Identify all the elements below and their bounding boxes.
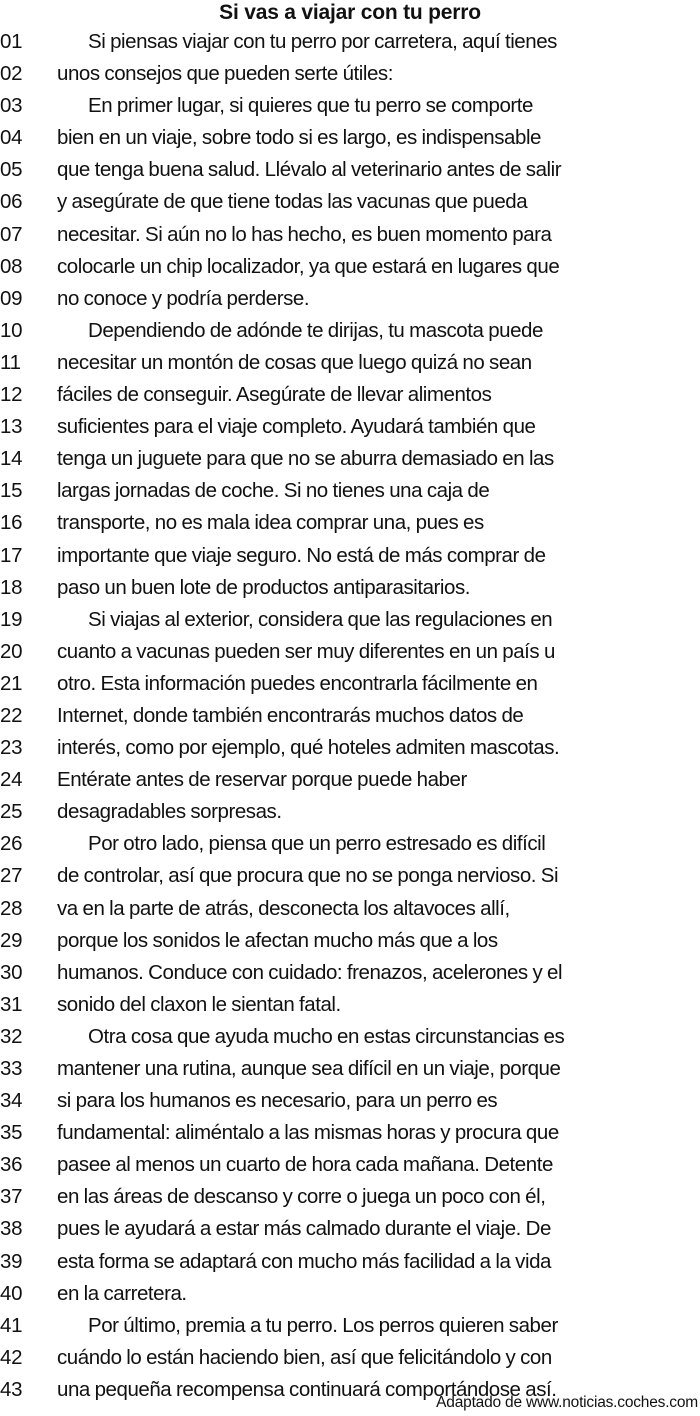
text-line <box>0 90 700 122</box>
text-line <box>0 315 700 347</box>
line-number: 43 <box>0 1377 23 1401</box>
line-text: Si viajas al exterior, considera que las regulaciones en <box>88 607 553 631</box>
text-line <box>0 925 700 957</box>
line-number: 05 <box>0 158 23 182</box>
text-line <box>0 828 700 860</box>
text-line <box>0 1246 700 1278</box>
line-number: 25 <box>0 800 23 824</box>
line-number: 17 <box>0 543 23 567</box>
text-line <box>0 475 700 507</box>
line-text: Internet, donde también encontrarás muchos datos de <box>57 703 524 727</box>
line-text: sonido del claxon le sientan fatal. <box>57 992 341 1016</box>
text-line <box>0 186 700 218</box>
text-line <box>0 668 700 700</box>
line-number: 34 <box>0 1089 23 1113</box>
line-text: otro. Esta información puedes encontrarla fácilmente en <box>57 671 538 695</box>
text-line <box>0 1117 700 1149</box>
line-text: importante que viaje seguro. No está de más comprar de <box>57 543 546 567</box>
line-text: En primer lugar, si quieres que tu perro se comporte <box>88 94 533 118</box>
line-number: 31 <box>0 992 23 1016</box>
text-line <box>0 154 700 186</box>
line-number: 27 <box>0 864 23 888</box>
line-text: paso un buen lote de productos antiparasitarios. <box>57 575 471 599</box>
line-number: 41 <box>0 1313 23 1337</box>
line-text: va en la parte de atrás, desconecta los altavoces allí, <box>57 896 510 920</box>
text-line <box>0 283 700 315</box>
line-text: Otra cosa que ayuda mucho en estas circunstancias es <box>88 1024 565 1048</box>
text-line <box>0 251 700 283</box>
text-line <box>0 26 700 58</box>
source-attribution: Adaptado de www.noticias.coches.com <box>436 1394 698 1411</box>
text-line <box>0 507 700 539</box>
line-number: 24 <box>0 768 23 792</box>
line-text: suficientes para el viaje completo. Ayudará también que <box>57 415 536 439</box>
line-number: 19 <box>0 607 23 631</box>
text-line <box>0 764 700 796</box>
text-line <box>0 443 700 475</box>
line-text: interés, como por ejemplo, qué hoteles admiten mascotas. <box>57 736 560 760</box>
line-text: y asegúrate de que tiene todas las vacunas que pueda <box>57 190 528 214</box>
line-text: si para los humanos es necesario, para un perro es <box>57 1089 498 1113</box>
text-line <box>0 347 700 379</box>
text-line <box>0 957 700 989</box>
text-line <box>0 604 700 636</box>
line-number: 42 <box>0 1345 23 1369</box>
line-text: Por último, premia a tu perro. Los perros quieren saber <box>88 1313 558 1337</box>
line-text: necesitar. Si aún no lo has hecho, es buen momento para <box>57 222 552 246</box>
line-text: unos consejos que pueden serte útiles: <box>57 62 393 86</box>
line-text: mantener una rutina, aunque sea difícil en un viaje, porque <box>57 1057 561 1080</box>
text-line <box>0 1310 700 1342</box>
line-number: 26 <box>0 832 23 856</box>
line-text: colocarle un chip localizador, ya que estará en lugares que <box>57 254 560 278</box>
text-line <box>0 989 700 1021</box>
numbered-text-lines <box>0 26 700 1406</box>
line-text: en la carretera. <box>57 1281 187 1305</box>
line-number: 40 <box>0 1281 23 1305</box>
text-line <box>0 1181 700 1213</box>
line-text: largas jornadas de coche. Si no tienes una caja de <box>57 479 490 503</box>
line-number: 23 <box>0 736 23 760</box>
line-number: 15 <box>0 479 23 503</box>
line-text: humanos. Conduce con cuidado: frenazos, acelerones y el <box>57 960 563 984</box>
line-number: 30 <box>0 960 23 984</box>
text-line <box>0 540 700 572</box>
line-text: cuándo lo están haciendo bien, así que felicitándolo y con <box>57 1345 552 1369</box>
text-line <box>0 1342 700 1374</box>
line-text: no conoce y podría perderse. <box>57 286 310 310</box>
line-text: fáciles de conseguir. Asegúrate de llevar alimentos <box>57 383 492 407</box>
line-number: 14 <box>0 447 23 471</box>
line-number: 20 <box>0 639 23 663</box>
text-line <box>0 1021 700 1053</box>
line-text: una pequeña recompensa continuará comportándose así. <box>57 1377 557 1401</box>
line-text: tenga un juguete para que no se aburra demasiado en las <box>57 447 554 471</box>
text-line <box>0 796 700 828</box>
line-text: pues le ayudará a estar más calmado durante el viaje. De <box>57 1217 551 1241</box>
document-title: Si vas a viajar con tu perro <box>219 1 481 24</box>
text-line <box>0 572 700 604</box>
line-text: de controlar, así que procura que no se ponga nervioso. Si <box>57 864 559 888</box>
line-number: 28 <box>0 896 23 920</box>
text-line <box>0 732 700 764</box>
line-text: Dependiendo de adónde te dirijas, tu mascota puede <box>88 318 543 342</box>
text-line <box>0 700 700 732</box>
line-number: 18 <box>0 575 23 599</box>
line-number: 11 <box>0 350 21 374</box>
line-text: Si piensas viajar con tu perro por carretera, aquí tienes <box>88 30 557 53</box>
line-text: bien en un viaje, sobre todo si es largo, es indispensable <box>57 126 542 150</box>
text-line <box>0 379 700 411</box>
line-number: 29 <box>0 928 23 952</box>
line-number: 33 <box>0 1057 23 1080</box>
line-number: 22 <box>0 703 23 727</box>
line-number: 37 <box>0 1185 23 1209</box>
line-number: 07 <box>0 222 23 246</box>
line-number: 35 <box>0 1121 23 1145</box>
line-number: 39 <box>0 1249 23 1273</box>
text-line <box>0 122 700 154</box>
line-number: 01 <box>0 30 23 53</box>
text-line <box>0 893 700 925</box>
line-text: que tenga buena salud. Llévalo al veterinario antes de salir <box>57 158 562 182</box>
text-line <box>0 219 700 251</box>
text-line <box>0 1149 700 1181</box>
line-text: transporte, no es mala idea comprar una, pues es <box>57 511 484 535</box>
line-number: 09 <box>0 286 23 310</box>
line-text: en las áreas de descanso y corre o juega un poco con él, <box>57 1185 546 1209</box>
text-line <box>0 1213 700 1245</box>
line-number: 08 <box>0 254 23 278</box>
line-number: 04 <box>0 126 23 150</box>
line-number: 21 <box>0 671 23 695</box>
line-number: 10 <box>0 318 23 342</box>
line-number: 13 <box>0 415 23 439</box>
text-line <box>0 1053 700 1085</box>
line-number: 32 <box>0 1024 23 1048</box>
text-line <box>0 1278 700 1310</box>
line-number: 38 <box>0 1217 23 1241</box>
line-number: 03 <box>0 94 23 118</box>
line-text: esta forma se adaptará con mucho más facilidad a la vida <box>57 1249 551 1273</box>
line-text: desagradables sorpresas. <box>57 800 282 824</box>
text-line <box>0 58 700 90</box>
line-text: Por otro lado, piensa que un perro estresado es difícil <box>88 832 546 856</box>
line-text: porque los sonidos le afectan mucho más que a los <box>57 928 498 952</box>
text-line <box>0 411 700 443</box>
text-line <box>0 860 700 892</box>
line-number: 16 <box>0 511 23 535</box>
line-text: fundamental: aliméntalo a las mismas horas y procura que <box>57 1121 559 1145</box>
line-text: cuanto a vacunas pueden ser muy diferentes en un país u <box>57 639 555 663</box>
line-number: 02 <box>0 62 23 86</box>
line-text: Entérate antes de reservar porque puede haber <box>57 768 467 792</box>
line-text: necesitar un montón de cosas que luego quizá no sean <box>57 350 532 374</box>
text-line <box>0 636 700 668</box>
line-text: pasee al menos un cuarto de hora cada mañana. Detente <box>57 1153 553 1177</box>
line-number: 12 <box>0 383 23 407</box>
line-number: 36 <box>0 1153 23 1177</box>
text-line <box>0 1085 700 1117</box>
line-number: 06 <box>0 190 23 214</box>
